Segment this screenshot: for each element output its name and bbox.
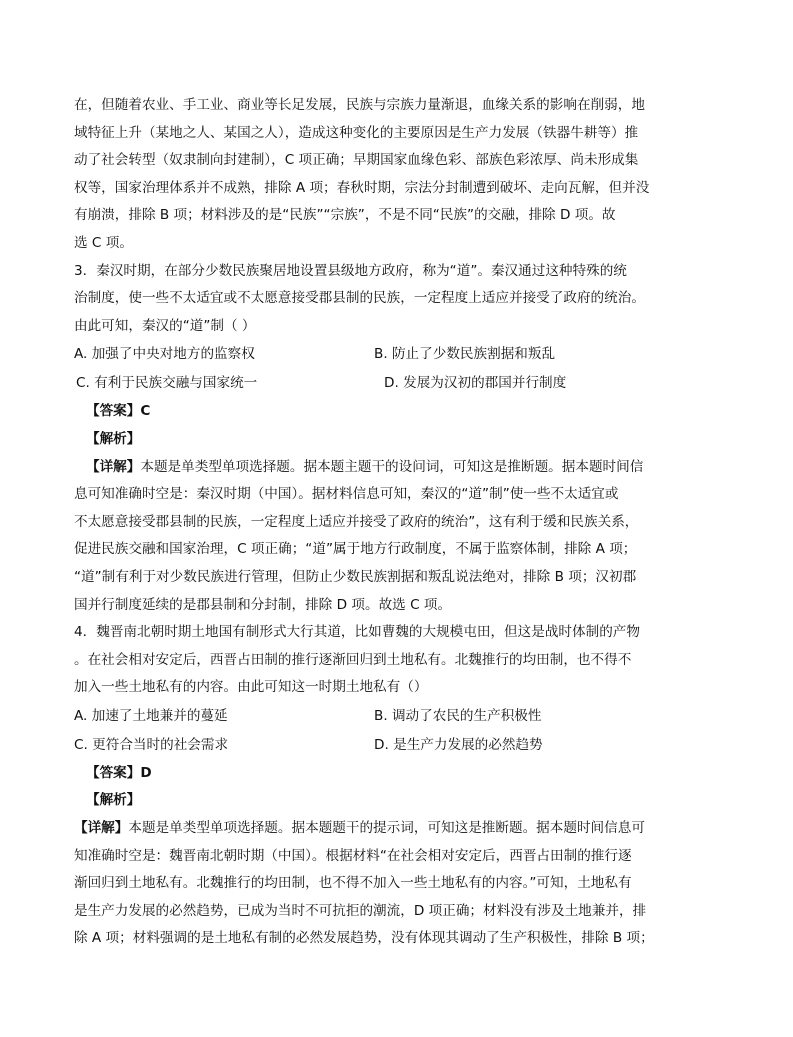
answer-label: 【答案】 xyxy=(86,403,141,420)
detail-text: 本题是单类型单项选择题。据本题题干的提示词，可知这是推断题。据本题时间信息可 xyxy=(128,820,645,837)
answer-label: 【答案】 xyxy=(86,764,141,781)
detail-text-line: 知准确时空是：魏晋南北朝时期（中国）。根据材料“在社会相对安定后，西晋占田制的推行逐 xyxy=(74,847,632,864)
answer-value: C xyxy=(140,403,151,420)
analysis-label: 【解析】 xyxy=(86,430,141,447)
text-line: 域特征上升（某地之人、某国之人），造成这种变化的主要原因是生产力发展（铁器牛耕等）推 xyxy=(74,124,639,141)
option-d: D. 发展为汉初的郡国并行制度 xyxy=(384,375,567,392)
answer-line xyxy=(74,398,664,426)
detail-label: 【详解】 xyxy=(74,820,129,837)
question-stem-line: 3．秦汉时期，在部分少数民族聚居地设置县级地方政府，称为“道”。秦汉通过这种特殊的统 xyxy=(74,262,627,279)
detail-text-line: 促进民族交融和国家治理，C 项正确；“道”属于地方行政制度，不属于监察体制，排除 A 项； xyxy=(74,541,637,558)
option-c: C. 更符合当时的社会需求 xyxy=(74,736,229,753)
detail-text-line: 渐回归到土地私有。北魏推行的均田制，也不得不加入一些土地私有的内容。”可知，土地私有 xyxy=(74,875,632,892)
question-4 xyxy=(74,619,664,953)
previous-explanation-continuation xyxy=(74,92,664,258)
text-line: 有崩溃，排除 B 项；材料涉及的是“民族”“宗族”，不是不同“民族”的交融，排除 D 项。故 xyxy=(74,207,616,224)
question-stem-line: 由此可知，秦汉的“道”制（ ） xyxy=(74,317,256,334)
detail-text-line: 除 A 项；材料强调的是土地私有制的必然发展趋势，没有体现其调动了生产积极性，排除 B 项； xyxy=(74,930,654,947)
detail-text-line: 息可知准确时空是：秦汉时期（中国）。据材料信息可知，秦汉的“道”制”使一些不太适宜或 xyxy=(74,486,619,503)
detail-line xyxy=(74,815,664,843)
option-c: C. 有利于民族交融与国家统一 xyxy=(76,375,258,392)
text-line: 权等，国家治理体系并不成熟，排除 A 项；春秋时期，宗法分封制遭到破坏、走向瓦解，但并没 xyxy=(74,179,650,196)
answer-line xyxy=(74,760,664,788)
detail-text: 本题是单类型单项选择题。据本题主题干的设问词，可知这是推断题。据本题时间信 xyxy=(140,458,644,475)
analysis-label: 【解析】 xyxy=(86,792,141,809)
options-row xyxy=(74,369,664,398)
question-stem-line: 治制度，使一些不太适宜或不太愿意接受郡县制的民族，一定程度上适应并接受了政府的统治。 xyxy=(74,290,645,307)
analysis-line xyxy=(74,787,664,815)
text-line: 选 C 项。 xyxy=(74,234,133,251)
detail-text-line: “道”制有利于对少数民族进行管理，但防止少数民族割据和叛乱说法绝对，排除 B 项；汉初郡 xyxy=(74,568,637,585)
detail-text-line: 国并行制度延续的是郡县制和分封制，排除 D 项。故选 C 项。 xyxy=(74,596,452,613)
options-row xyxy=(74,340,664,369)
option-b: B. 防止了少数民族割据和叛乱 xyxy=(374,346,556,363)
analysis-line xyxy=(74,426,664,454)
text-line: 动了社会转型（奴隶制向封建制），C 项正确；早期国家血缘色彩、部族色彩浓厚、尚未形成集 xyxy=(74,152,639,169)
options-row xyxy=(74,731,664,760)
text-line: 在，但随着农业、手工业、商业等长足发展，民族与宗族力量渐退，血缘关系的影响在削弱，地 xyxy=(74,97,645,113)
detail-text-line: 是生产力发展的必然趋势，已成为当时不可抗拒的潮流，D 项正确；材料没有涉及土地兼并，排 xyxy=(74,902,647,919)
option-a: A. 加强了中央对地方的监察权 xyxy=(74,346,255,363)
option-a: A. 加速了土地兼并的蔓延 xyxy=(74,707,228,724)
option-d: D. 是生产力发展的必然趋势 xyxy=(374,736,543,753)
option-b: B. 调动了农民的生产积极性 xyxy=(374,707,542,724)
detail-label: 【详解】 xyxy=(86,458,141,475)
detail-text-line: 不太愿意接受郡县制的民族，一定程度上适应并接受了政府的统治”，这有利于缓和民族关系， xyxy=(74,513,639,530)
document-content xyxy=(74,92,664,953)
question-stem-line: 加入一些土地私有的内容。由此可知这一时期土地私有（） xyxy=(74,679,428,696)
detail-line xyxy=(74,454,664,482)
options-row xyxy=(74,702,664,731)
question-stem-line: 4．魏晋南北朝时期土地国有制形式大行其道，比如曹魏的大规模屯田，但这是战时体制的产物 xyxy=(74,624,640,641)
question-stem-line: 。在社会相对安定后，西晋占田制的推行逐渐回归到土地私有。北魏推行的均田制，也不得不 xyxy=(74,651,632,668)
answer-value: D xyxy=(140,764,152,781)
question-3 xyxy=(74,258,664,620)
